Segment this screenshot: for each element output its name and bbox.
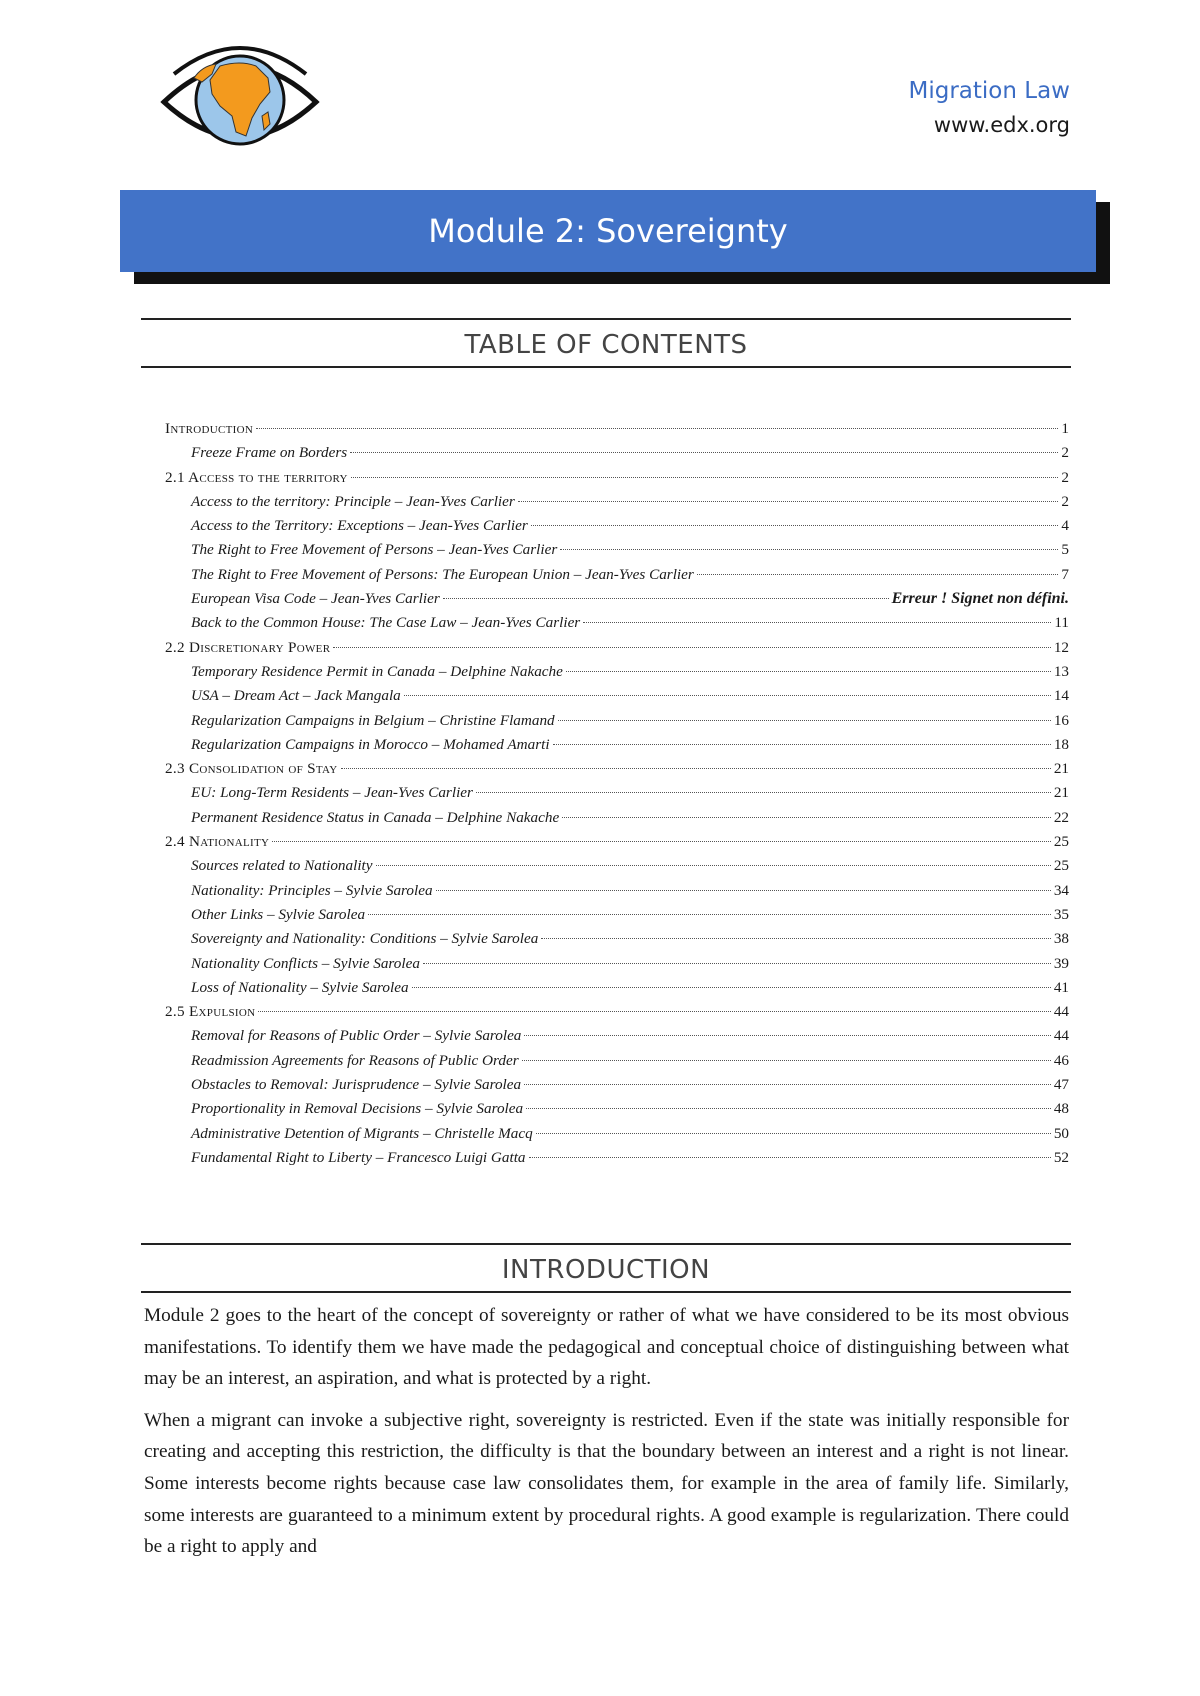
intro-paragraph: When a migrant can invoke a subjective right, sovereignty is restricted. Even if the state was initially responsible for creating and accepting this restriction, the difficulty is that the boundary between an interest and a right is not linear. Some interests become rights because case law consolidates them, for example in the area of family life. Similarly, some interests are guaranteed to a minimum extent by procedural rights. A good example is regularization. There could be a right to apply and [144,1409,1069,1558]
toc-entry-page: 2 [1061,468,1069,486]
toc-entry-title: Readmission Agreements for Reasons of Public Order [191,1051,519,1069]
toc-leader-dots [583,622,1051,623]
toc-entry-title: Sources related to Nationality [191,857,373,875]
toc-entry-title: Freeze Frame on Borders [191,444,348,462]
toc-entry-title: Nationality: Principles – Sylvie Sarolea [191,881,433,899]
toc-leader-dots [697,574,1059,575]
toc-entry-page: 13 [1053,662,1069,680]
toc-leader-dots [476,792,1051,793]
toc-entry[interactable] [165,979,1069,1003]
toc-entry[interactable] [165,469,1069,493]
toc-leader-dots [443,598,889,599]
toc-entry[interactable] [165,493,1069,517]
toc-leader-dots [350,452,1058,453]
toc-entry-page: 12 [1053,638,1069,656]
toc-leader-dots [566,671,1051,672]
toc-leader-dots [536,1133,1051,1134]
table-of-contents [165,420,1069,1173]
toc-entry[interactable] [165,1052,1069,1076]
toc-leader-dots [529,1157,1051,1158]
toc-entry[interactable] [165,930,1069,954]
toc-entry-title: Nationality Conflicts – Sylvie Sarolea [191,954,420,972]
toc-entry-page: 44 [1053,1003,1069,1021]
toc-entry-title: Administrative Detention of Migrants – Christelle Macq [191,1124,533,1142]
toc-entry-title: Obstacles to Removal: Jurisprudence – Sylvie Sarolea [191,1076,522,1094]
toc-entry-page: 7 [1061,565,1069,583]
toc-entry-title: Loss of Nationality – Sylvie Sarolea [191,978,409,996]
toc-entry-page: 14 [1053,687,1069,705]
toc-entry[interactable] [165,517,1069,541]
toc-entry-title: EU: Long-Term Residents – Jean-Yves Carlier [191,784,473,802]
toc-entry-title: 2.5 Expulsion [165,1003,256,1021]
toc-entry-page: 41 [1053,978,1069,996]
toc-leader-dots [531,525,1059,526]
toc-entry[interactable] [165,833,1069,857]
toc-entry[interactable] [165,614,1069,638]
toc-leader-dots [522,1060,1051,1061]
toc-leader-dots [558,720,1051,721]
toc-leader-dots [272,841,1051,842]
toc-entry[interactable] [165,1149,1069,1173]
toc-leader-dots [553,744,1051,745]
toc-leader-dots [436,890,1051,891]
toc-leader-dots [541,938,1051,939]
toc-leader-dots [404,695,1051,696]
toc-entry-page: 2 [1061,492,1069,510]
toc-entry[interactable] [165,1100,1069,1124]
toc-entry-title: Access to the Territory: Exceptions – Jean-Yves Carlier [191,517,528,535]
toc-leader-dots [368,914,1051,915]
brand-url[interactable]: www.edx.org [933,113,1070,137]
toc-leader-dots [518,501,1059,502]
toc-entry[interactable] [165,760,1069,784]
toc-entry-title: Permanent Residence Status in Canada – Delphine Nakache [191,808,560,826]
toc-leader-dots [423,963,1051,964]
toc-entry-title: The Right to Free Movement of Persons – Jean-Yves Carlier [191,541,558,559]
toc-entry[interactable] [165,663,1069,687]
toc-entry-page: 47 [1053,1076,1069,1094]
toc-entry[interactable] [165,639,1069,663]
toc-entry-page: Erreur ! Signet non défini. [891,590,1069,608]
toc-entry-page: 16 [1053,711,1069,729]
toc-entry[interactable] [165,444,1069,468]
toc-entry-page: 38 [1053,930,1069,948]
toc-entry-title: Fundamental Right to Liberty – Francesco Luigi Gatta [191,1148,526,1166]
toc-entry-page: 34 [1053,881,1069,899]
toc-entry-title: Temporary Residence Permit in Canada – Delphine Nakache [191,662,563,680]
toc-leader-dots [341,768,1051,769]
toc-entry[interactable] [165,906,1069,930]
toc-entry-page: 52 [1053,1148,1069,1166]
toc-entry-page: 39 [1053,954,1069,972]
toc-leader-dots [524,1035,1050,1036]
toc-entry[interactable] [165,736,1069,760]
intro-body [144,1300,1069,1573]
toc-entry[interactable] [165,541,1069,565]
toc-leader-dots [412,987,1051,988]
toc-entry[interactable] [165,1003,1069,1027]
toc-leader-dots [560,549,1058,550]
toc-entry-title: Access to the territory: Principle – Jean-Yves Carlier [191,492,515,510]
toc-entry-title: 2.1 Access to the territory [165,468,348,486]
toc-entry-page: 48 [1053,1100,1069,1118]
brand-title: Migration Law [908,78,1070,104]
toc-entry-page: 22 [1053,808,1069,826]
toc-heading: TABLE OF CONTENTS [141,318,1071,368]
toc-entry-page: 25 [1053,857,1069,875]
toc-entry[interactable] [165,566,1069,590]
toc-entry-page: 1 [1061,420,1069,437]
toc-leader-dots [376,865,1051,866]
toc-entry-title: Other Links – Sylvie Sarolea [191,905,366,923]
toc-entry-page: 2 [1061,444,1069,462]
toc-entry[interactable] [165,857,1069,881]
toc-leader-dots [524,1084,1051,1085]
toc-entry-title: Regularization Campaigns in Belgium – Christine Flamand [191,711,555,729]
toc-entry[interactable] [165,420,1069,444]
toc-leader-dots [333,647,1050,648]
toc-entry-title: Introduction [165,420,254,437]
toc-entry-page: 50 [1053,1124,1069,1142]
toc-leader-dots [526,1108,1051,1109]
toc-entry-page: 25 [1053,833,1069,851]
toc-entry-page: 35 [1053,905,1069,923]
toc-entry[interactable] [165,590,1069,614]
toc-leader-dots [258,1011,1050,1012]
toc-entry-title: USA – Dream Act – Jack Mangala [191,687,401,705]
eye-globe-logo-icon [160,44,320,152]
toc-entry[interactable] [165,809,1069,833]
toc-entry[interactable] [165,1027,1069,1051]
toc-entry[interactable] [165,1125,1069,1149]
brand-block [909,76,1070,140]
toc-entry[interactable] [165,1076,1069,1100]
toc-entry-title: Regularization Campaigns in Morocco – Mohamed Amarti [191,735,550,753]
toc-entry-title: Sovereignty and Nationality: Conditions – Sylvie Sarolea [191,930,539,948]
toc-entry-title: Back to the Common House: The Case Law – Jean-Yves Carlier [191,614,581,632]
toc-entry-page: 44 [1053,1027,1069,1045]
toc-entry[interactable] [165,784,1069,808]
toc-entry-title: European Visa Code – Jean-Yves Carlier [191,590,440,608]
intro-paragraph: Module 2 goes to the heart of the concept of sovereignty or rather of what we have considered to be its most obvious manifestations. To identify them we have made the pedagogical and conceptual choice of distinguishing between what may be an interest, an aspiration, and what is protected by a right. [144,1305,1069,1390]
toc-entry-title: 2.2 Discretionary Power [165,638,331,656]
toc-entry[interactable] [165,712,1069,736]
toc-entry-page: 46 [1053,1051,1069,1069]
toc-entry-page: 11 [1054,614,1069,632]
toc-entry-title: The Right to Free Movement of Persons: The European Union – Jean-Yves Carlier [191,565,694,583]
toc-entry[interactable] [165,687,1069,711]
toc-leader-dots [562,817,1051,818]
toc-entry-page: 5 [1061,541,1069,559]
toc-entry-title: 2.3 Consolidation of Stay [165,760,338,778]
toc-leader-dots [256,428,1058,429]
module-title: Module 2: Sovereignty [120,190,1096,272]
toc-entry-page: 4 [1061,517,1069,535]
toc-entry-page: 21 [1053,784,1069,802]
toc-entry-page: 21 [1053,760,1069,778]
toc-entry-title: 2.4 Nationality [165,833,270,851]
toc-entry[interactable] [165,955,1069,979]
module-banner [120,190,1096,272]
toc-entry-title: Proportionality in Removal Decisions – Sylvie Sarolea [191,1100,524,1118]
toc-leader-dots [351,477,1059,478]
toc-entry-title: Removal for Reasons of Public Order – Sylvie Sarolea [191,1027,522,1045]
toc-entry[interactable] [165,882,1069,906]
intro-heading: INTRODUCTION [141,1243,1071,1293]
toc-entry-page: 18 [1053,735,1069,753]
